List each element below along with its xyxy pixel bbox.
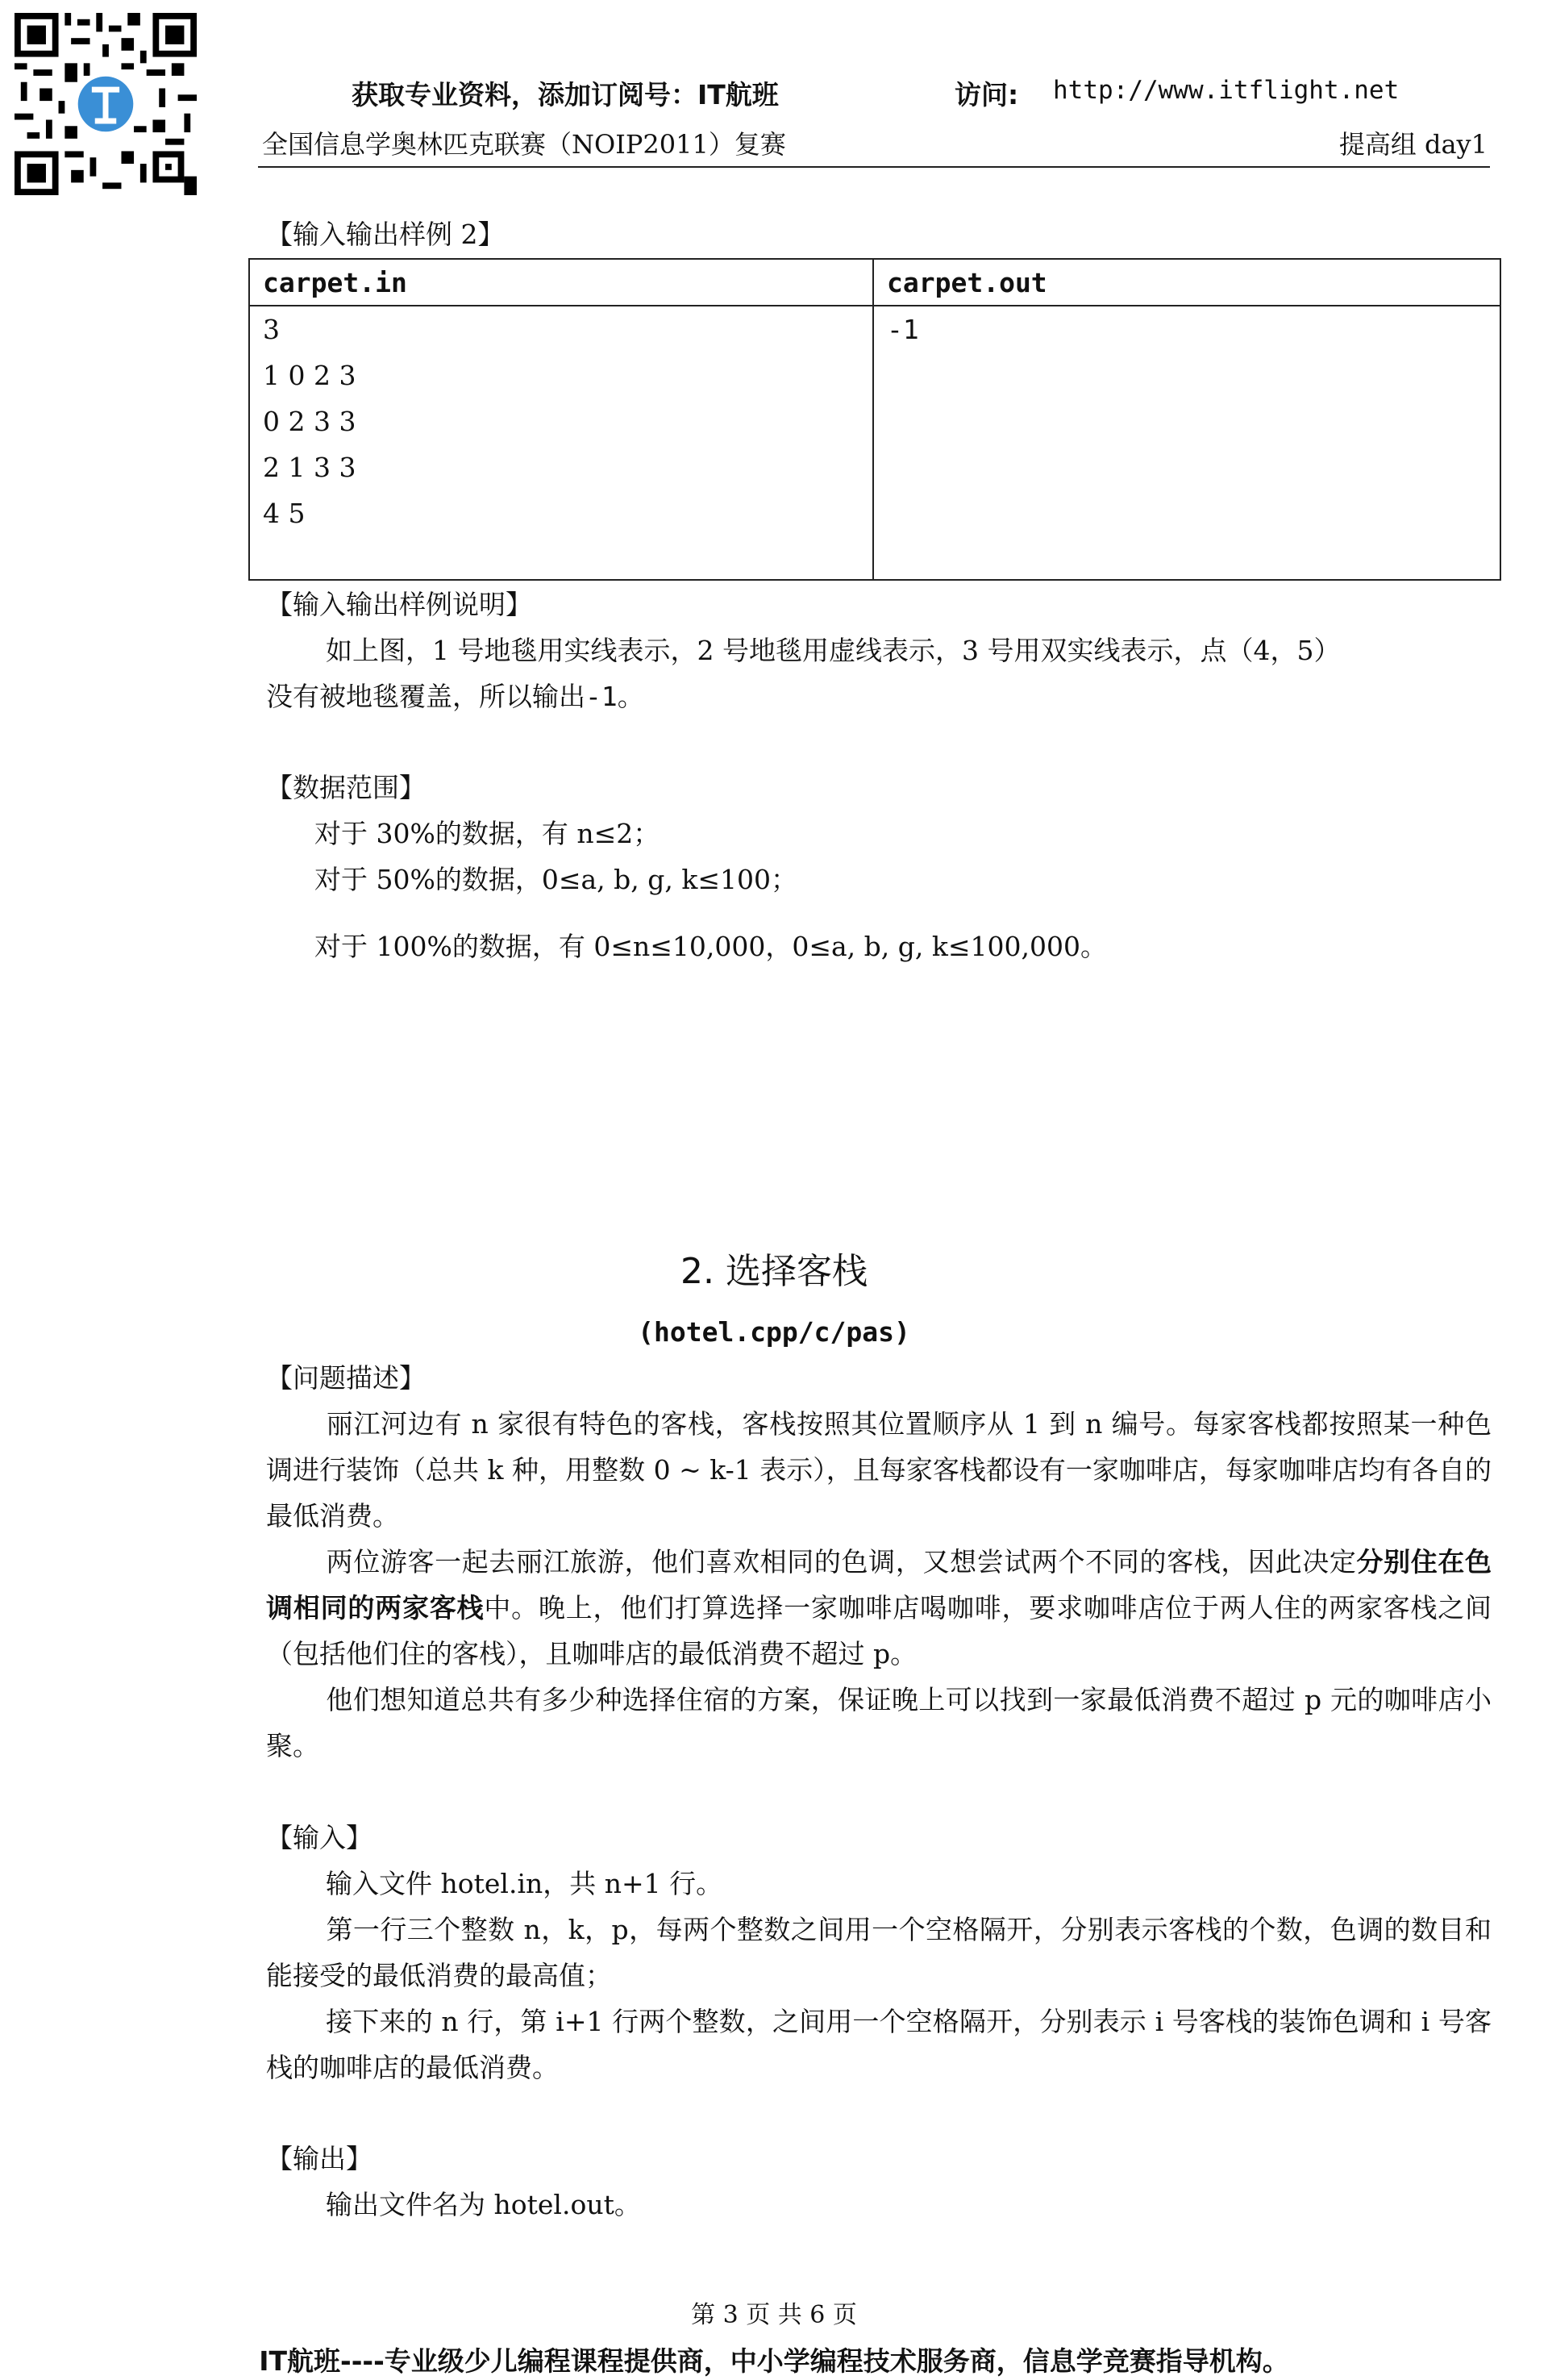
description-text: 两位游客一起去丽江旅游，他们喜欢相同的色调，又想尝试两个不同的客栈，因此决定: [326, 1546, 1357, 1578]
description-emphasis: 分别住在色调相同的两家客栈: [266, 1546, 1492, 1623]
promo-text: 获取专业资料，添加订阅号：IT航班: [352, 79, 779, 110]
input-text: 接下来的 n 行，第 i+1 行两个整数，之间用一个空格隔开，分别表示 i 号客栈的装饰色调和 i 号客栈的咖啡店的最低消费。: [266, 2006, 1492, 2083]
range-line: 对于 30%的数据，有 n≤2；: [314, 818, 660, 849]
explanation-code: -1: [585, 681, 618, 712]
explanation-heading: 【输入输出样例说明】: [266, 589, 532, 620]
group-day: 提高组 day1: [1338, 129, 1488, 160]
explanation-line-1: 如上图，1 号地毯用实线表示，2 号地毯用虚线表示，3 号用双实线表示，点（4，5）: [326, 635, 1341, 666]
range-line: 对于 100%的数据，有 0≤n≤10,000，0≤a, b, g, k≤100,000。: [314, 931, 1107, 962]
visit-label: 访问:: [955, 79, 1019, 110]
explanation-text: 没有被地毯覆盖，所以输出: [266, 681, 585, 712]
contest-header: [262, 121, 1488, 161]
page-number: 第 3 页 共 6 页: [691, 2301, 857, 2329]
range-line: 对于 50%的数据，0≤a, b, g, k≤100；: [314, 864, 797, 895]
contest-title: 全国信息学奥林匹克联赛（NOIP2011）复赛: [262, 129, 786, 160]
input-line: 0 2 3 3: [263, 406, 356, 437]
qr-code: [15, 13, 197, 195]
input-line: 2 1 3 3: [263, 452, 356, 483]
description-paragraph-1: [266, 1401, 1492, 1539]
output-line: -1: [887, 314, 919, 345]
explanation-end: 。: [617, 681, 644, 712]
sample2-input-cell: [249, 306, 873, 580]
output-heading: 【输出】: [266, 2143, 372, 2174]
input-line: 1 0 2 3: [263, 360, 356, 391]
input-paragraph-2: [266, 1907, 1492, 1999]
input-text: 第一行三个整数 n，k，p，每两个整数之间用一个空格隔开，分别表示客栈的个数，色调的数目和能接受的最低消费的最高值；: [266, 1914, 1492, 1991]
col-input-header: carpet.in: [249, 259, 873, 306]
input-line: 4 5: [263, 498, 306, 529]
explanation-line-2: [266, 673, 644, 719]
input-paragraph-3: [266, 1999, 1492, 2090]
description-paragraph-3: [266, 1677, 1492, 1769]
sample2-table: [248, 258, 1501, 581]
input-heading: 【输入】: [266, 1822, 372, 1853]
header-divider: [258, 166, 1490, 168]
sample2-heading: 【输入输出样例 2】: [266, 219, 505, 250]
sample2-output-cell: [873, 306, 1500, 580]
input-line-1: 输入文件 hotel.in，共 n+1 行。: [326, 1868, 723, 1899]
footer-slogan: IT航班----专业级少儿编程课程提供商，中小学编程技术服务商，信息学竞赛指导机构。: [259, 2345, 1289, 2377]
description-paragraph-2: [266, 1539, 1492, 1677]
col-output-header: carpet.out: [873, 259, 1500, 306]
description-heading: 【问题描述】: [266, 1362, 426, 1394]
promo-header: [352, 74, 1480, 111]
problem-title: 2. 选择客栈: [680, 1251, 868, 1292]
description-text: 他们想知道总共有多少种选择住宿的方案，保证晚上可以找到一家最低消费不超过 p 元的咖啡店小聚。: [266, 1684, 1492, 1761]
description-text: 中。晚上，他们打算选择一家咖啡店喝咖啡，要求咖啡店位于两人住的两家客栈之间（包括他们住的客栈），且咖啡店的最低消费不超过 p。: [266, 1592, 1492, 1669]
problem-source-files: (hotel.cpp/c/pas): [638, 1316, 910, 1348]
output-line-1: 输出文件名为 hotel.out。: [326, 2189, 641, 2220]
site-url-link[interactable]: http://www.itflight.net: [1053, 76, 1400, 105]
input-line: 3: [263, 314, 280, 345]
description-text: 丽江河边有 n 家很有特色的客栈，客栈按照其位置顺序从 1 到 n 编号。每家客栈都按照某一种色调进行装饰（总共 k 种，用整数 0 ~ k-1 表示），且每家客栈都设有一家咖啡店，每家咖啡店均有各自的最低消费。: [266, 1408, 1492, 1532]
range-heading: 【数据范围】: [266, 772, 426, 803]
